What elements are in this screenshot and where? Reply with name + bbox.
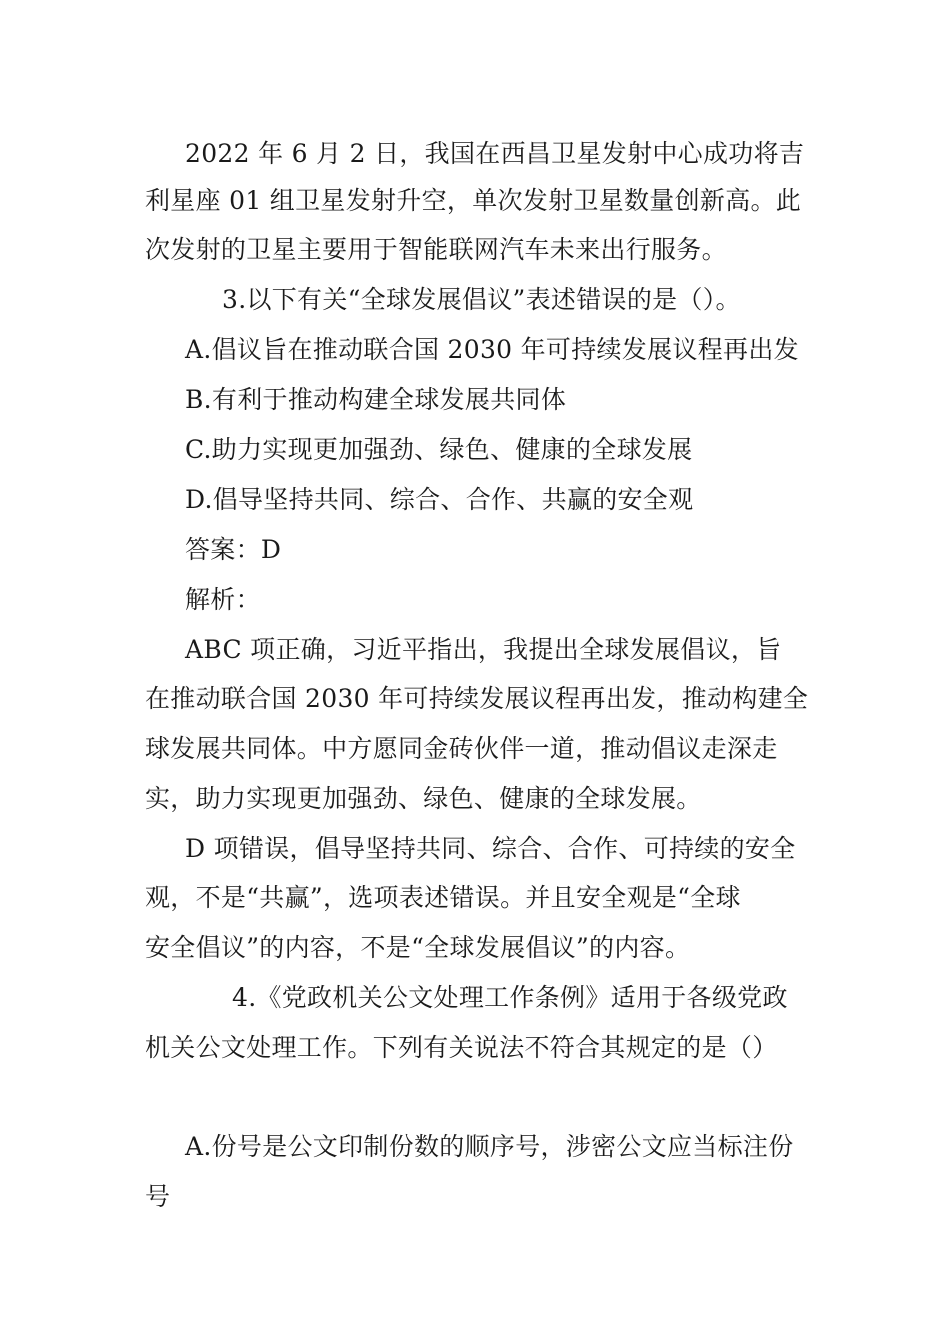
question4-option-a-line-2: 号 [145, 1182, 171, 1211]
question3-option-d: D.倡导坚持共同、综合、合作、共赢的安全观 [185, 485, 694, 514]
intro-line-3: 次发射的卫星主要用于智能联网汽车未来出行服务。 [145, 235, 727, 264]
question4-stem-line-2: 机关公文处理工作。下列有关说法不符合其规定的是（） [145, 1033, 778, 1062]
question3-answer: 答案：D [185, 535, 282, 564]
question4-stem-line-1: 4.《党政机关公文处理工作条例》适用于各级党政 [232, 983, 788, 1012]
analysis-p1-line-1: ABC 项正确，习近平指出，我提出全球发展倡议，旨 [185, 635, 782, 664]
question4-option-a-line-1: A.份号是公文印制份数的顺序号，涉密公文应当标注份 [185, 1132, 794, 1161]
intro-line-1: 2022 年 6 月 2 日，我国在西昌卫星发射中心成功将吉 [185, 139, 805, 168]
analysis-p1-line-2: 在推动联合国 2030 年可持续发展议程再出发，推动构建全 [145, 684, 809, 713]
question3-stem: 3.以下有关“全球发展倡议”表述错误的是（）。 [222, 285, 741, 314]
question3-analysis-label: 解析： [185, 585, 261, 614]
question3-option-a: A.倡议旨在推动联合国 2030 年可持续发展议程再出发 [185, 335, 799, 364]
intro-line-2: 利星座 01 组卫星发射升空，单次发射卫星数量创新高。此 [145, 186, 802, 215]
analysis-p1-line-4: 实，助力实现更加强劲、绿色、健康的全球发展。 [145, 784, 702, 813]
analysis-p2-line-2: 观，不是“共赢”，选项表述错误。并且安全观是“全球 [145, 883, 741, 912]
analysis-p2-line-3: 安全倡议”的内容，不是“全球发展倡议”的内容。 [145, 933, 691, 962]
analysis-p2-line-1: D 项错误，倡导坚持共同、综合、合作、可持续的安全 [185, 834, 796, 863]
analysis-p1-line-3: 球发展共同体。中方愿同金砖伙伴一道，推动倡议走深走 [145, 734, 778, 763]
question3-option-b: B.有利于推动构建全球发展共同体 [185, 385, 567, 414]
question3-option-c: C.助力实现更加强劲、绿色、健康的全球发展 [185, 435, 693, 464]
